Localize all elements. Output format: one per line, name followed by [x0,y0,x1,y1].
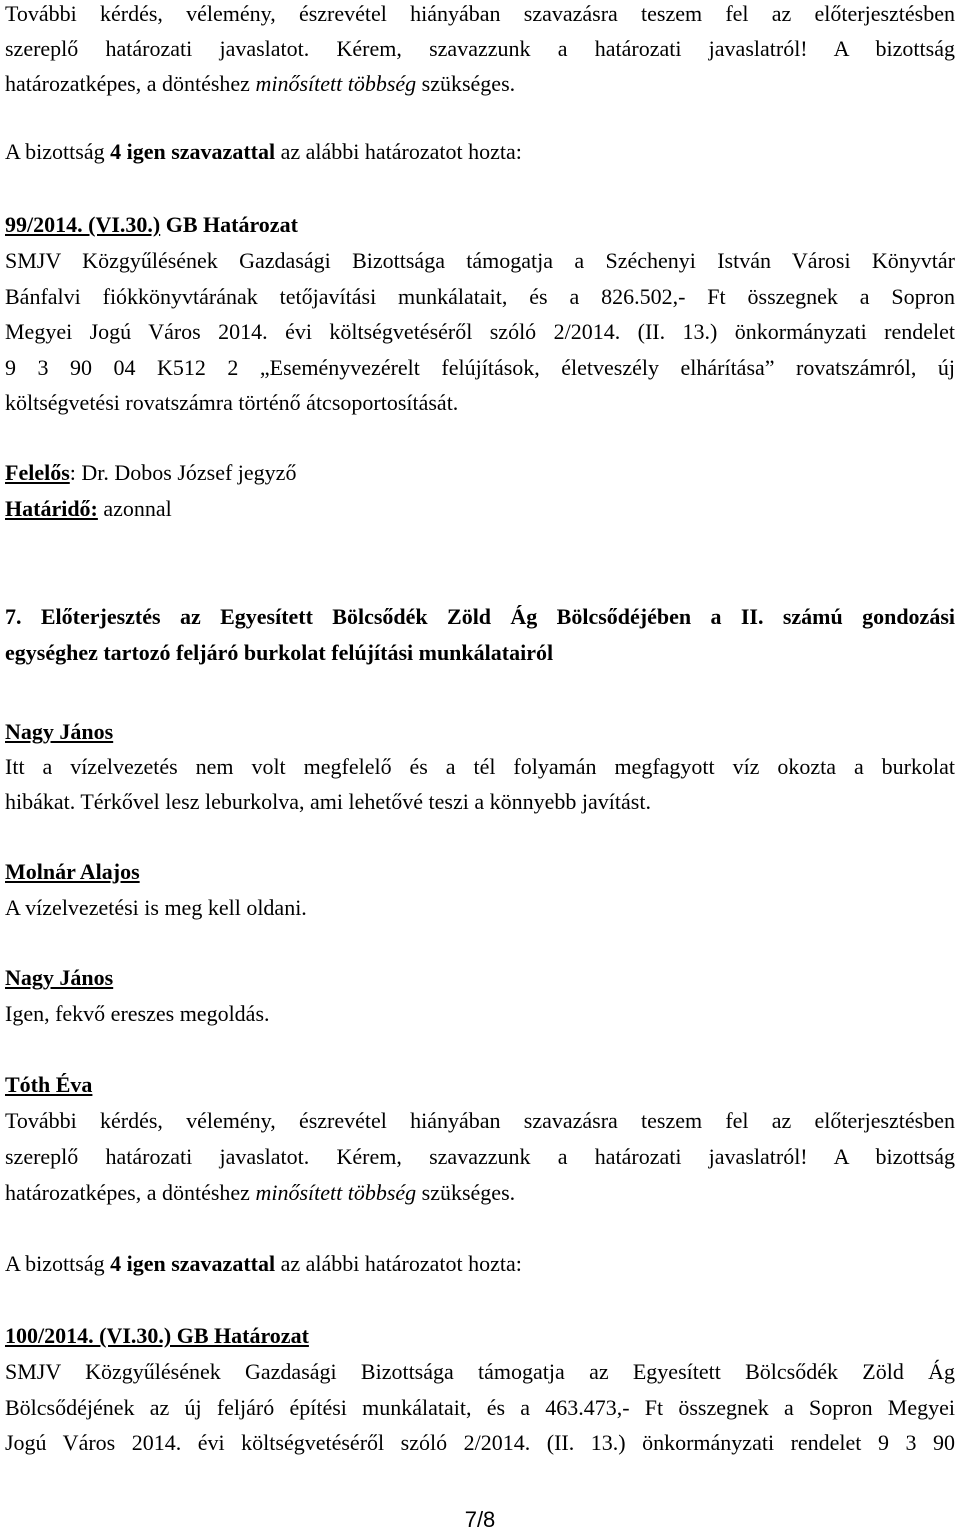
resolution-line: költségvetési rovatszámra történő átcsoportosítását. [5,390,459,415]
speech-line: Igen, fekvő ereszes megoldás. [5,1001,270,1026]
emphasis-text: minősített többség [255,71,417,96]
resolution-line: Bölcsődéjének az új feljáró építési munkálatait, és a 463.473,- Ft összegnek a Sopron Megyei [5,1395,955,1420]
emphasis-text: minősített többség [255,1180,417,1205]
paragraph-line: További kérdés, vélemény, észrevétel hiányában szavazásra teszem fel az előterjesztésben [5,1,955,26]
speaker-name: Tóth Éva [5,1072,93,1097]
resolution-title: 100/2014. (VI.30.) GB Határozat [5,1323,309,1348]
vote-count: 4 igen szavazattal [110,1251,276,1276]
vote-result-line: A bizottság 4 igen szavazattal az alábbi határozatot hozta: [5,139,522,164]
resolution-title: 99/2014. (VI.30.) GB Határozat [5,212,298,237]
deadline-line: Határidő: azonnal [5,496,172,521]
resolution-line: SMJV Közgyűlésének Gazdasági Bizottsága támogatja a Széchenyi István Városi Könyvtár [5,248,955,273]
resolution-line: Bánfalvi fiókkönyvtárának tetőjavítási munkálatait, és a 826.502,- Ft összegnek a Sopron [5,284,955,309]
speech-line: További kérdés, vélemény, észrevétel hiányában szavazásra teszem fel az előterjesztésben [5,1108,955,1133]
speech-line: A vízelvezetési is meg kell oldani. [5,895,307,920]
responsible-label: Felelős [5,460,70,485]
agenda-item-heading: 7. Előterjesztés az Egyesített Bölcsődék Zöld Ág Bölcsődéjében a II. számú gondozási [5,604,955,629]
responsible-line: Felelős: Dr. Dobos József jegyző [5,460,297,485]
resolution-line: Megyei Jogú Város 2014. évi költségvetéséről szóló 2/2014. (II. 13.) önkormányzati rendelet [5,319,955,344]
speech-line: hibákat. Térkővel lesz leburkolva, ami lehetővé teszi a könnyebb javítást. [5,789,651,814]
speech-line: szereplő határozati javaslatot. Kérem, szavazzunk a határozati javaslatról! A bizottság [5,1144,955,1169]
page-number: 7/8 [464,1507,496,1532]
vote-count: 4 igen szavazattal [110,139,276,164]
resolution-line: SMJV Közgyűlésének Gazdasági Bizottsága támogatja az Egyesített Bölcsődék Zöld Ág [5,1359,955,1384]
speaker-name: Molnár Alajos [5,859,140,884]
paragraph-line: szereplő határozati javaslatot. Kérem, szavazzunk a határozati javaslatról! A bizottság [5,36,955,61]
deadline-label: Határidő: [5,496,98,521]
agenda-item-heading: egységhez tartozó feljáró burkolat felújítási munkálatairól [5,640,554,665]
resolution-line: Jogú Város 2014. évi költségvetéséről szóló 2/2014. (II. 13.) önkormányzati rendelet 9 3 90 [5,1430,955,1455]
speech-line: határozatképes, a döntéshez minősített többség szükséges. [5,1180,516,1205]
resolution-line: 9 3 90 04 K512 2 „Eseményvezérelt felújítások, életveszély elhárítása” rovatszámról, új [5,355,955,380]
speech-line: Itt a vízelvezetés nem volt megfelelő és a tél folyamán megfagyott víz okozta a burkolat [5,754,955,779]
paragraph-line: határozatképes, a döntéshez minősített többség szükséges. [5,71,516,96]
speaker-name: Nagy János [5,965,114,990]
vote-result-line: A bizottság 4 igen szavazattal az alábbi határozatot hozta: [5,1251,522,1276]
speaker-name: Nagy János [5,719,114,744]
